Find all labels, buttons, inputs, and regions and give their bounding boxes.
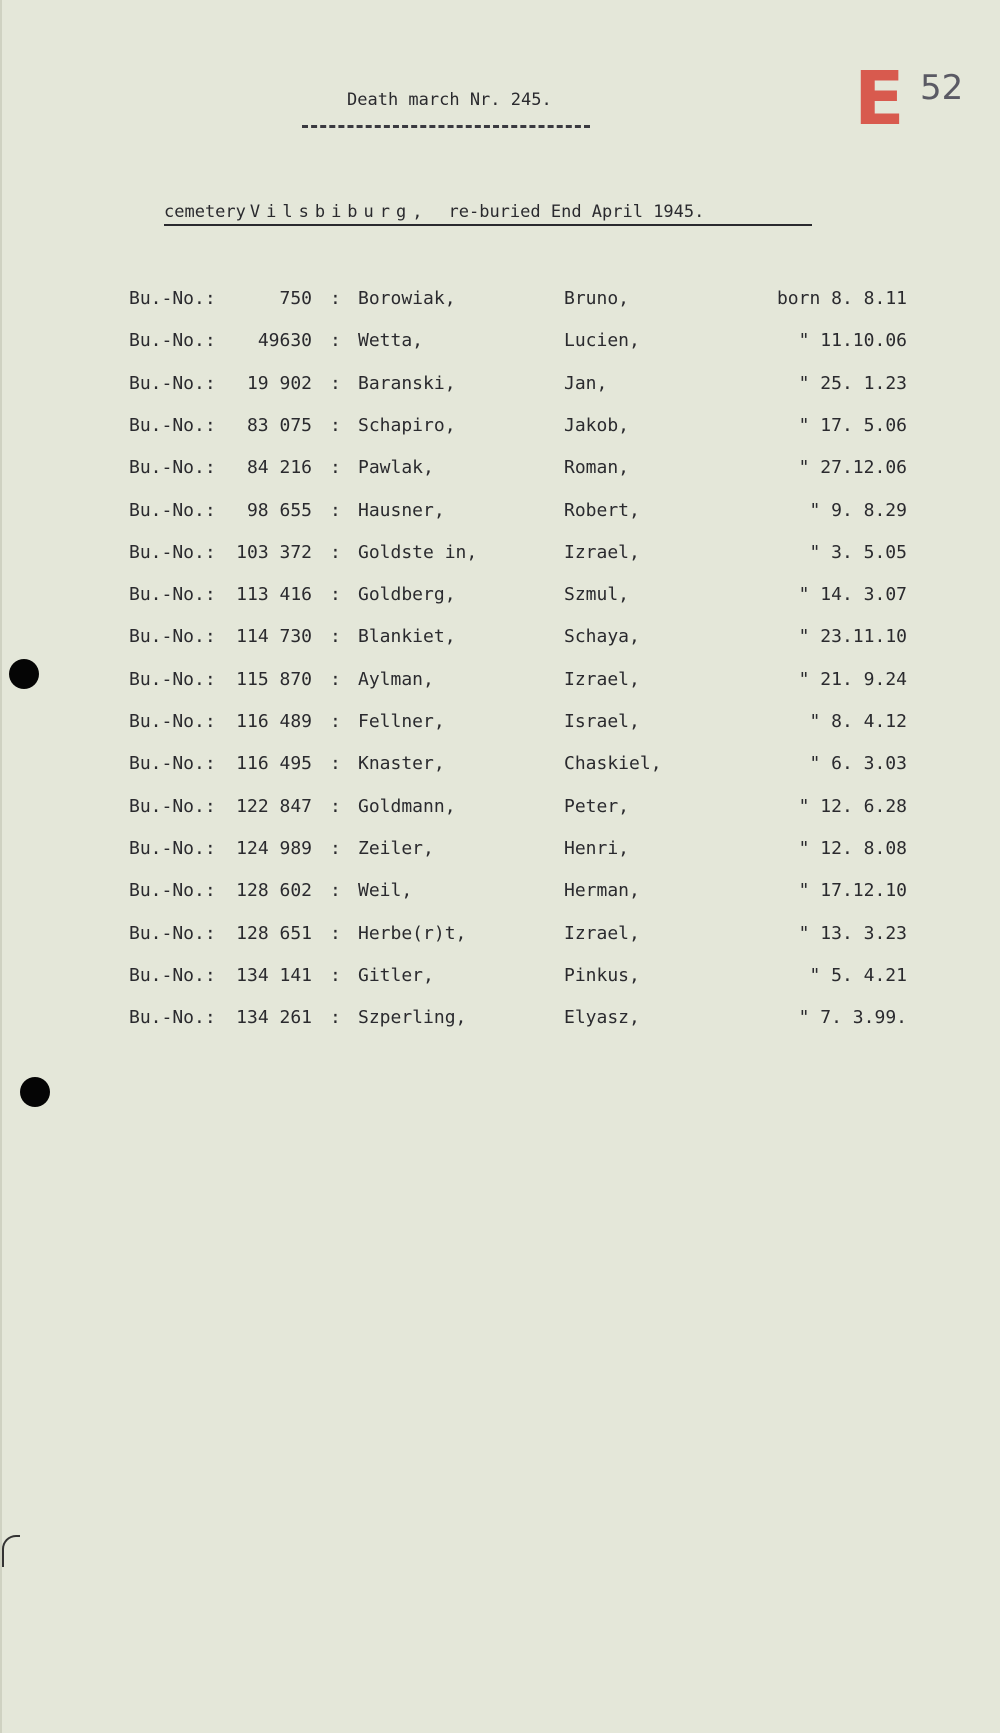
- surname: Fellner,: [358, 711, 445, 732]
- separator-colon: :: [330, 753, 341, 774]
- separator-colon: :: [330, 711, 341, 732]
- birth-date: " 27.12.06: [798, 457, 907, 478]
- given-name: Schaya,: [564, 626, 640, 647]
- record-row: [2, 1007, 1000, 1037]
- given-name: Izrael,: [564, 542, 640, 563]
- birth-date: " 11.10.06: [798, 330, 907, 351]
- burial-number: 124 989: [236, 838, 312, 859]
- cemetery-line: [164, 202, 812, 226]
- document-title: Death march Nr. 245.: [347, 90, 552, 110]
- punch-hole: [20, 1077, 50, 1107]
- burial-number-label: Bu.-No.:: [129, 880, 216, 901]
- punch-hole: [9, 659, 39, 689]
- birth-date: " 14. 3.07: [798, 584, 907, 605]
- separator-colon: :: [330, 838, 341, 859]
- separator-colon: :: [330, 626, 341, 647]
- burial-number: 122 847: [236, 796, 312, 817]
- separator-colon: :: [330, 373, 341, 394]
- given-name: Lucien,: [564, 330, 640, 351]
- birth-date: born 8. 8.11: [776, 288, 907, 309]
- given-name: Chaskiel,: [564, 753, 662, 774]
- cemetery-town: Vilsbiburg: [249, 202, 413, 222]
- burial-number: 750: [279, 288, 312, 309]
- burial-number: 116 489: [236, 711, 312, 732]
- surname: Szperling,: [358, 1007, 467, 1028]
- record-row: [2, 330, 1000, 360]
- separator-colon: :: [330, 457, 341, 478]
- record-row: [2, 626, 1000, 656]
- record-row: [2, 796, 1000, 826]
- burial-number-label: Bu.-No.:: [129, 542, 216, 563]
- cemetery-comma: ,: [412, 202, 423, 222]
- birth-date: " 8. 4.12: [809, 711, 907, 732]
- surname: Pawlak,: [358, 457, 434, 478]
- burial-number: 115 870: [236, 669, 312, 690]
- separator-colon: :: [330, 880, 341, 901]
- record-row: [2, 711, 1000, 741]
- record-row: [2, 584, 1000, 614]
- cemetery-label: cemetery: [164, 202, 246, 222]
- birth-date: " 17. 5.06: [798, 415, 907, 436]
- given-name: Izrael,: [564, 923, 640, 944]
- record-row: [2, 500, 1000, 530]
- record-row: [2, 923, 1000, 953]
- surname: Goldmann,: [358, 796, 456, 817]
- burial-number-label: Bu.-No.:: [129, 838, 216, 859]
- burial-number-label: Bu.-No.:: [129, 330, 216, 351]
- surname: Weil,: [358, 880, 413, 901]
- given-name: Jakob,: [564, 415, 630, 436]
- separator-colon: :: [330, 923, 341, 944]
- edge-mark: [2, 1535, 20, 1567]
- burial-number-label: Bu.-No.:: [129, 373, 216, 394]
- birth-date: " 23.11.10: [798, 626, 907, 647]
- surname: Baranski,: [358, 373, 456, 394]
- burial-number-label: Bu.-No.:: [129, 415, 216, 436]
- given-name: Robert,: [564, 500, 640, 521]
- separator-colon: :: [330, 1007, 341, 1028]
- record-row: [2, 542, 1000, 572]
- record-row: [2, 669, 1000, 699]
- burial-number: 134 141: [236, 965, 312, 986]
- surname: Goldberg,: [358, 584, 456, 605]
- given-name: Henri,: [564, 838, 630, 859]
- separator-colon: :: [330, 500, 341, 521]
- given-name: Jan,: [564, 373, 608, 394]
- burial-number-label: Bu.-No.:: [129, 626, 216, 647]
- separator-colon: :: [330, 796, 341, 817]
- given-name: Pinkus,: [564, 965, 640, 986]
- record-row: [2, 965, 1000, 995]
- birth-date: " 5. 4.21: [809, 965, 907, 986]
- given-name: Israel,: [564, 711, 640, 732]
- given-name: Izrael,: [564, 669, 640, 690]
- birth-date: " 6. 3.03: [809, 753, 907, 774]
- record-row: [2, 753, 1000, 783]
- surname: Gitler,: [358, 965, 434, 986]
- burial-number-label: Bu.-No.:: [129, 288, 216, 309]
- given-name: Roman,: [564, 457, 630, 478]
- separator-colon: :: [330, 542, 341, 563]
- burial-number-label: Bu.-No.:: [129, 965, 216, 986]
- surname: Wetta,: [358, 330, 424, 351]
- birth-date: " 3. 5.05: [809, 542, 907, 563]
- birth-date: " 12. 8.08: [798, 838, 907, 859]
- given-name: Elyasz,: [564, 1007, 640, 1028]
- birth-date: " 25. 1.23: [798, 373, 907, 394]
- title-underline: [302, 125, 590, 128]
- surname: Borowiak,: [358, 288, 456, 309]
- burial-number-label: Bu.-No.:: [129, 584, 216, 605]
- burial-number: 19 902: [246, 373, 312, 394]
- burial-number-label: Bu.-No.:: [129, 1007, 216, 1028]
- given-name: Szmul,: [564, 584, 630, 605]
- birth-date: " 12. 6.28: [798, 796, 907, 817]
- burial-number: 98 655: [246, 500, 312, 521]
- burial-number-label: Bu.-No.:: [129, 457, 216, 478]
- birth-date: " 17.12.10: [798, 880, 907, 901]
- given-name: Peter,: [564, 796, 630, 817]
- burial-number: 128 651: [236, 923, 312, 944]
- burial-number: 113 416: [236, 584, 312, 605]
- burial-number: 103 372: [236, 542, 312, 563]
- record-row: [2, 457, 1000, 487]
- surname: Zeiler,: [358, 838, 434, 859]
- surname: Knaster,: [358, 753, 445, 774]
- burial-number: 134 261: [236, 1007, 312, 1028]
- record-row: [2, 415, 1000, 445]
- surname: Blankiet,: [358, 626, 456, 647]
- separator-colon: :: [330, 965, 341, 986]
- burial-number-label: Bu.-No.:: [129, 753, 216, 774]
- separator-colon: :: [330, 669, 341, 690]
- burial-number-label: Bu.-No.:: [129, 796, 216, 817]
- birth-date: " 9. 8.29: [809, 500, 907, 521]
- burial-number-label: Bu.-No.:: [129, 711, 216, 732]
- burial-number-label: Bu.-No.:: [129, 500, 216, 521]
- birth-date: " 13. 3.23: [798, 923, 907, 944]
- surname: Schapiro,: [358, 415, 456, 436]
- reburial-note: re-buried End April 1945.: [448, 202, 705, 222]
- given-name: Herman,: [564, 880, 640, 901]
- burial-number: 84 216: [246, 457, 312, 478]
- separator-colon: :: [330, 584, 341, 605]
- burial-number: 49630: [257, 330, 312, 351]
- burial-number-label: Bu.-No.:: [129, 669, 216, 690]
- record-row: [2, 373, 1000, 403]
- burial-number: 116 495: [236, 753, 312, 774]
- birth-date: " 7. 3.99.: [798, 1007, 907, 1028]
- surname: Hausner,: [358, 500, 445, 521]
- surname: Goldste in,: [358, 542, 478, 563]
- surname: Aylman,: [358, 669, 434, 690]
- record-row: [2, 838, 1000, 868]
- separator-colon: :: [330, 415, 341, 436]
- burial-number: 83 075: [246, 415, 312, 436]
- record-row: [2, 880, 1000, 910]
- given-name: Bruno,: [564, 288, 630, 309]
- burial-number-label: Bu.-No.:: [129, 923, 216, 944]
- red-stamp-letter: E: [854, 56, 905, 142]
- surname: Herbe(r)t,: [358, 923, 467, 944]
- page-number: 52: [920, 68, 964, 108]
- burial-number: 128 602: [236, 880, 312, 901]
- burial-number: 114 730: [236, 626, 312, 647]
- separator-colon: :: [330, 288, 341, 309]
- separator-colon: :: [330, 330, 341, 351]
- birth-date: " 21. 9.24: [798, 669, 907, 690]
- record-row: [2, 288, 1000, 318]
